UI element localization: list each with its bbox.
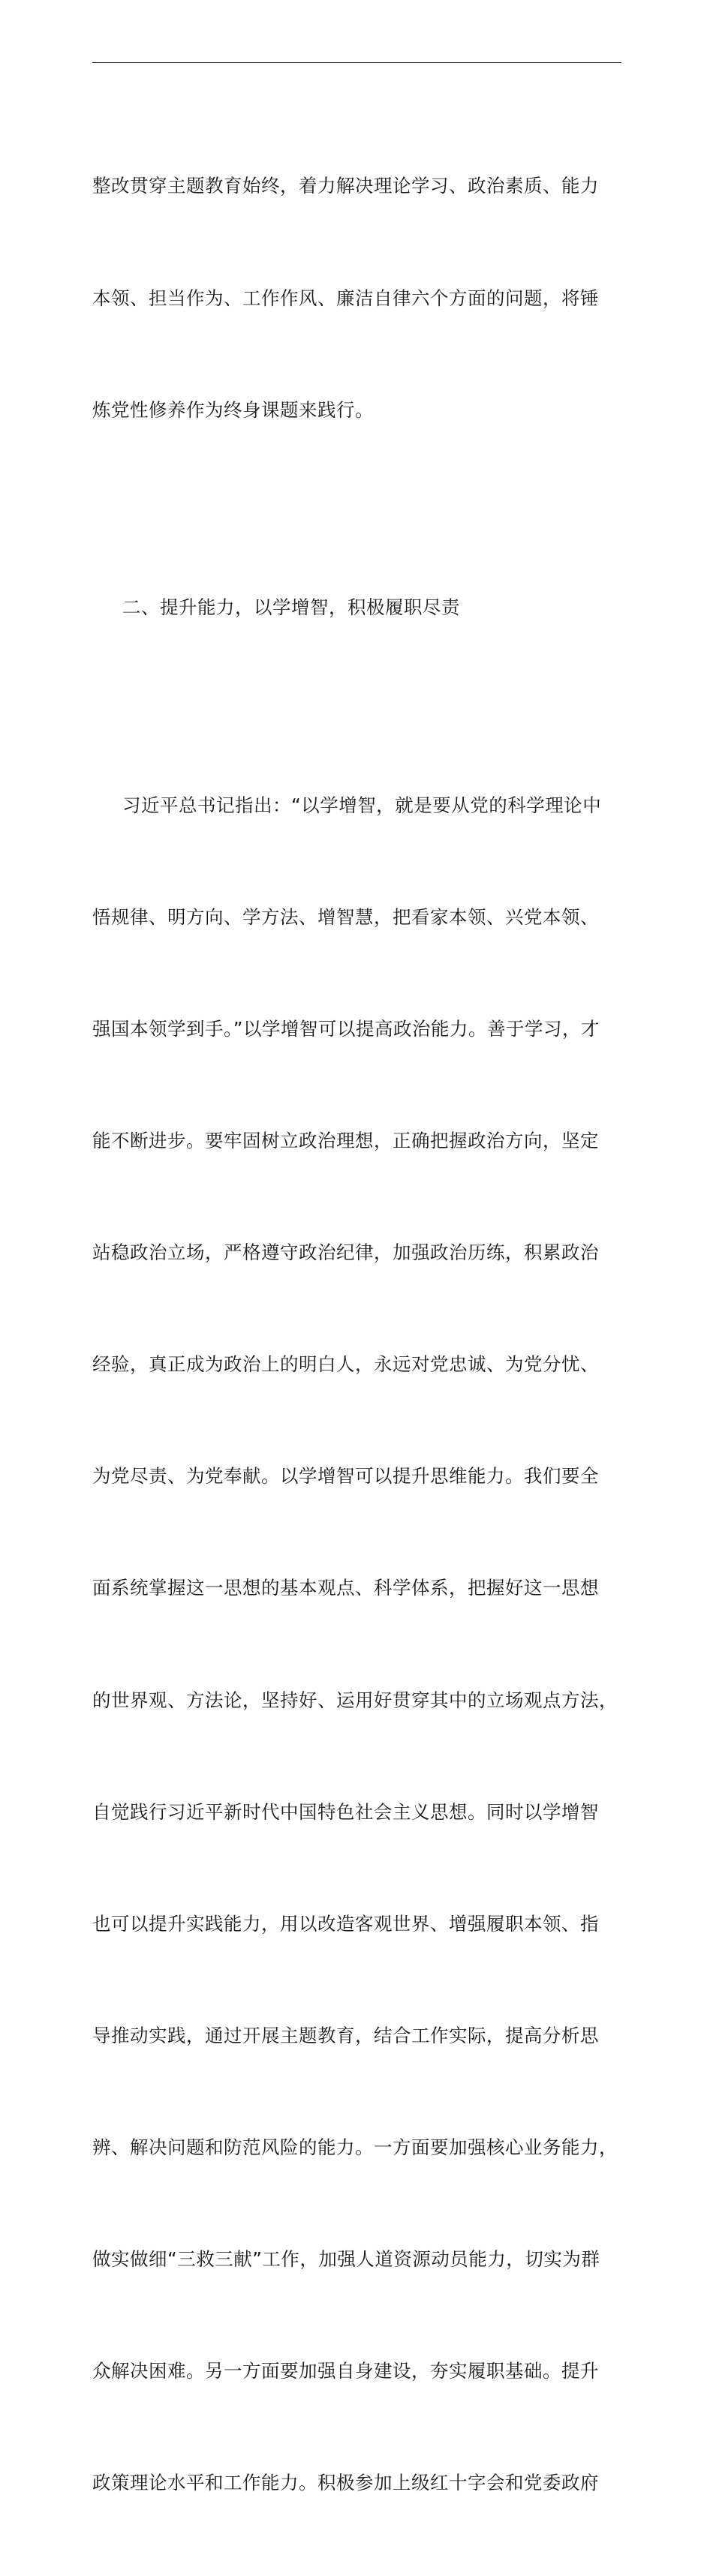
paragraph-body	[92, 712, 625, 2576]
text-line: 面系统掌握这一思想的基本观点、科学体系，把握好这一思想	[92, 1577, 599, 1599]
text-line: 导推动实践，通过开展主题教育，结合工作实际，提高分析思	[92, 2024, 599, 2046]
paragraph-gap	[92, 701, 625, 712]
text-line: 整改贯穿主题教育始终，着力解决理论学习、政治素质、能力	[92, 175, 599, 197]
paragraph-intro-continuation	[92, 93, 625, 503]
text-line: 自觉践行习近平新时代中国特色社会主义思想。同时以学增智	[92, 1800, 599, 1823]
section-heading	[92, 515, 625, 701]
text-line: 的世界观、方法论，坚持好、运用好贯穿其中的立场观点方法，	[92, 1689, 618, 1711]
text-line: 习近平总书记指出：“以学增智，就是要从党的科学理论中	[122, 794, 602, 816]
text-line: 能不断进步。要牢固树立政治理想，正确把握政治方向，坚定	[92, 1129, 599, 1151]
text-line: 经验，真正成为政治上的明白人，永远对党忠诚、为党分忧、	[92, 1353, 599, 1376]
paragraph-gap	[92, 503, 625, 515]
text-line: 炼党性修养作为终身课题来践行。	[92, 398, 374, 421]
text-line: 做实做细“三救三献”工作，加强人道资源动员能力，切实为群	[92, 2248, 600, 2271]
document-body	[92, 93, 625, 2576]
text-line: 悟规律、明方向、学方法、增智慧，把看家本领、兴党本领、	[92, 905, 599, 928]
text-line: 众解决困难。另一方面要加强自身建设，夯实履职基础。提升	[92, 2360, 599, 2382]
text-line: 站稳政治立场，严格遵守政治纪律，加强政治历练，积累政治	[92, 1241, 599, 1264]
text-line: 为党尽责、为党奉献。以学增智可以提升思维能力。我们要全	[92, 1465, 599, 1488]
text-line: 也可以提升实践能力，用以改造客观世界、增强履职本领、指	[92, 1912, 599, 1935]
text-line: 强国本领学到手。”以学增智可以提高政治能力。善于学习，才	[92, 1017, 600, 1040]
header-rule	[92, 62, 621, 63]
text-line: 本领、担当作为、工作作风、廉洁自律六个方面的问题，将锤	[92, 287, 599, 309]
text-line: 政策理论水平和工作能力。积极参加上级红十字会和党委政府	[92, 2472, 599, 2494]
text-line: 辨、解决问题和防范风险的能力。一方面要加强核心业务能力，	[92, 2136, 618, 2158]
section-heading-text: 二、提升能力，以学增智，积极履职尽责	[122, 596, 460, 619]
